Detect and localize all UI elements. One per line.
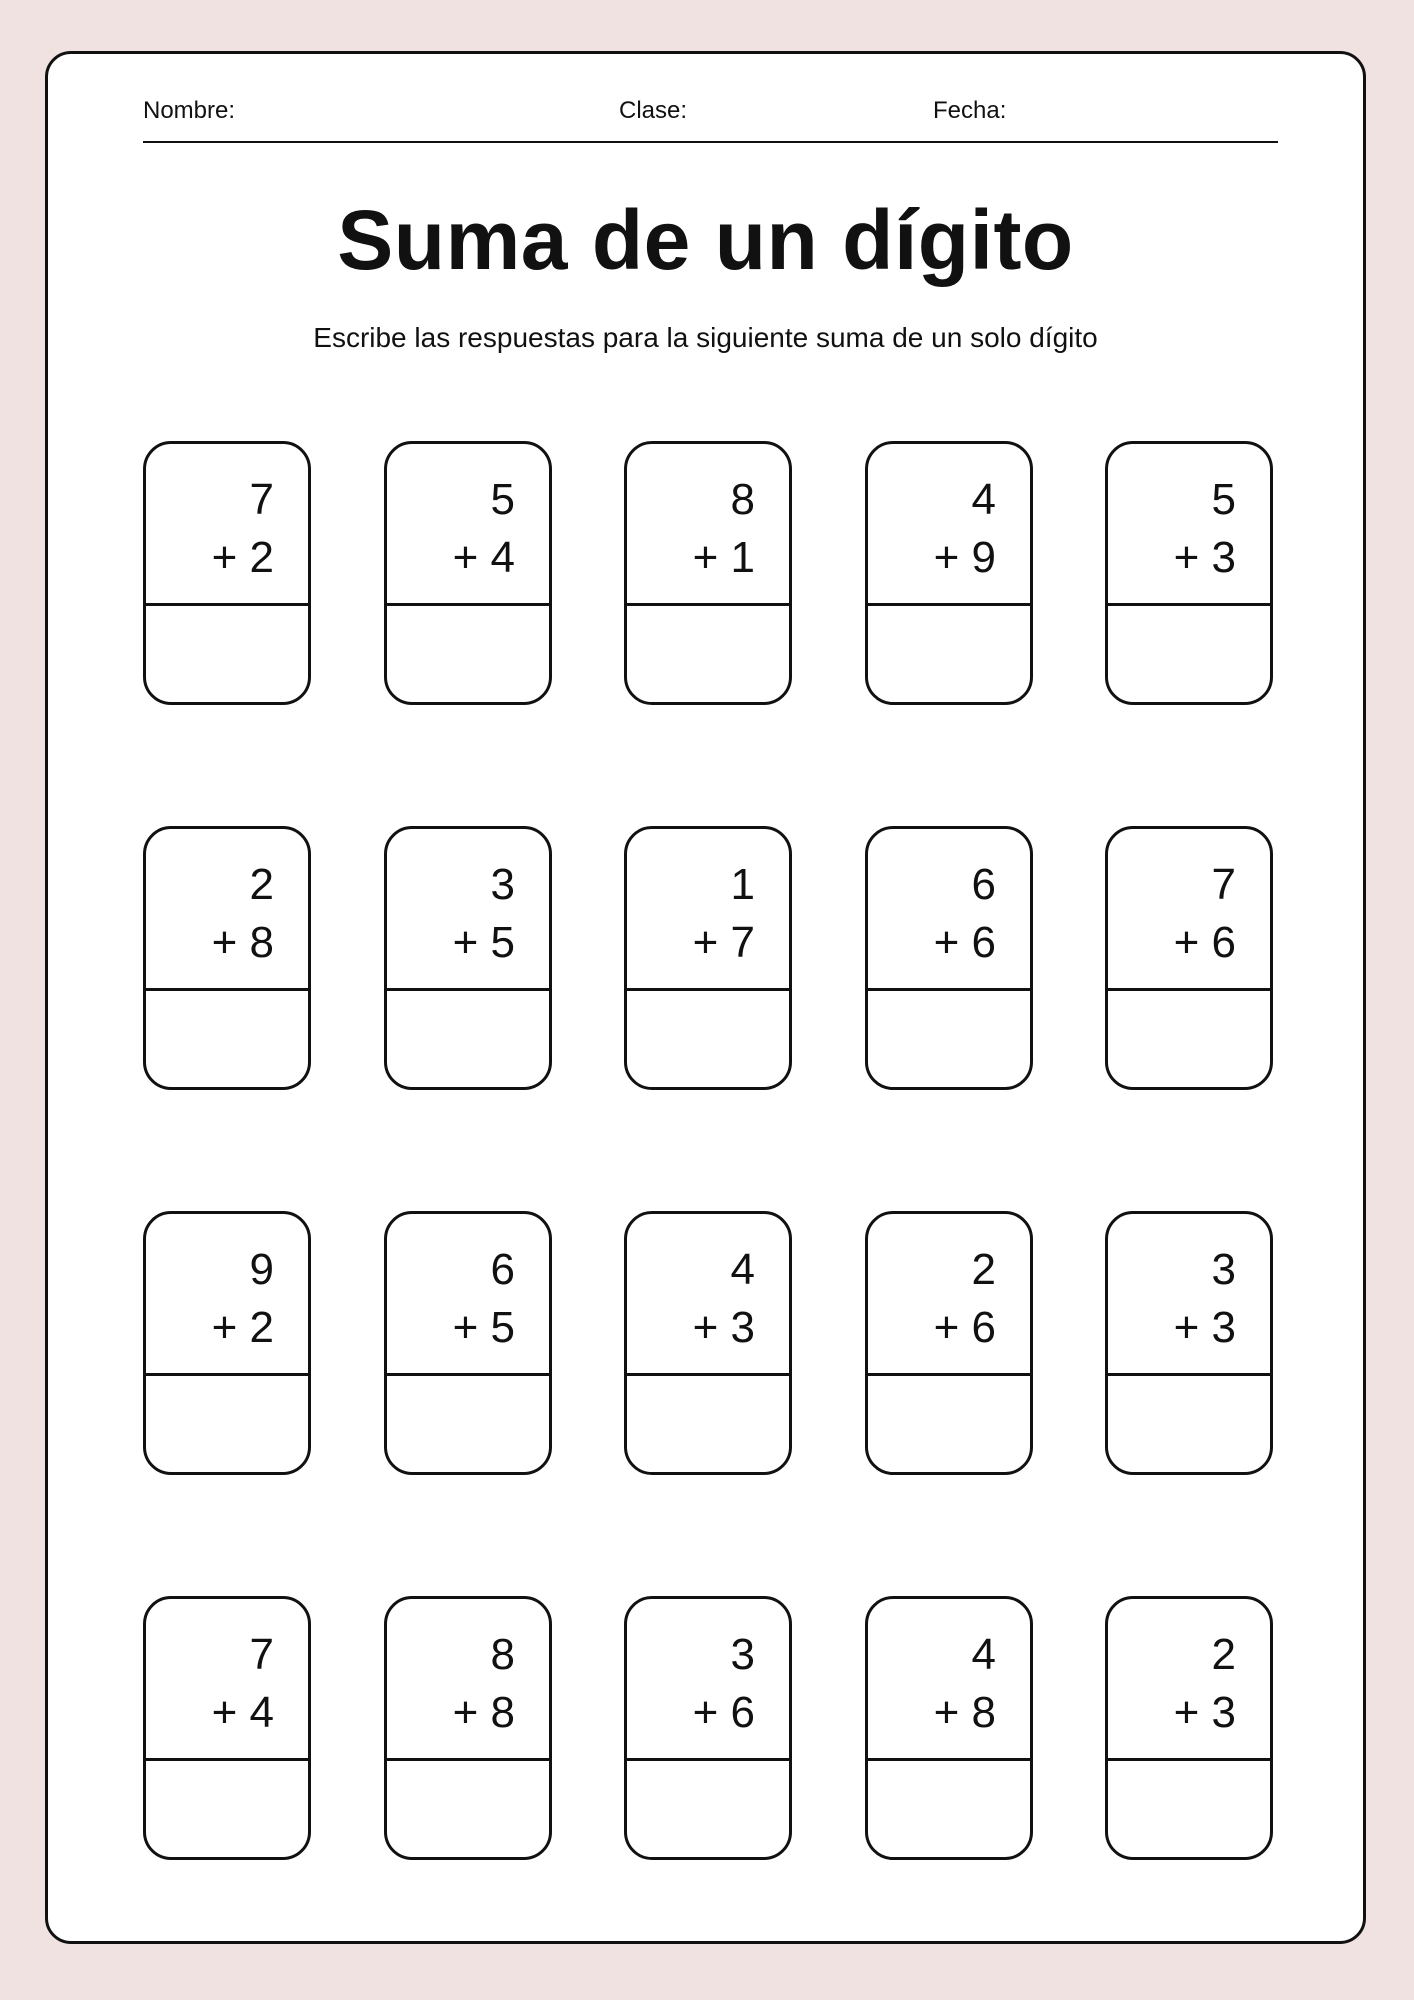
first-addend: 1 xyxy=(730,860,755,909)
answer-box[interactable] xyxy=(627,1761,789,1857)
second-addend: + 3 xyxy=(1173,1688,1236,1737)
second-addend: + 8 xyxy=(933,1688,996,1737)
second-addend: + 3 xyxy=(1173,533,1236,582)
problem-operands xyxy=(387,1214,549,1376)
problem-operands xyxy=(627,829,789,991)
answer-box[interactable] xyxy=(387,991,549,1087)
second-addend: + 4 xyxy=(211,1688,274,1737)
second-addend: + 1 xyxy=(692,533,755,582)
first-addend: 3 xyxy=(1211,1245,1236,1294)
answer-box[interactable] xyxy=(627,606,789,702)
problem-card xyxy=(865,826,1033,1090)
class-label: Clase: xyxy=(619,97,688,124)
problem-operands xyxy=(868,829,1030,991)
answer-box[interactable] xyxy=(1108,991,1270,1087)
problem-card xyxy=(1105,826,1273,1090)
second-addend: + 8 xyxy=(211,918,274,967)
first-addend: 6 xyxy=(490,1245,515,1294)
problem-operands xyxy=(1108,1599,1270,1761)
first-addend: 7 xyxy=(249,475,274,524)
first-addend: 4 xyxy=(971,475,996,524)
problem-operands xyxy=(1108,444,1270,606)
problem-card xyxy=(143,1211,311,1475)
header-fields xyxy=(143,97,1278,143)
second-addend: + 7 xyxy=(692,918,755,967)
problem-operands xyxy=(627,444,789,606)
problem-operands xyxy=(387,1599,549,1761)
answer-box[interactable] xyxy=(1108,1376,1270,1472)
answer-box[interactable] xyxy=(146,606,308,702)
problem-operands xyxy=(627,1599,789,1761)
page-title: Suma de un dígito xyxy=(337,193,1074,287)
second-addend: + 3 xyxy=(692,1303,755,1352)
problem-card xyxy=(384,1211,552,1475)
answer-box[interactable] xyxy=(1108,606,1270,702)
answer-box[interactable] xyxy=(1108,1761,1270,1857)
answer-box[interactable] xyxy=(868,991,1030,1087)
name-label: Nombre: xyxy=(143,97,236,124)
answer-box[interactable] xyxy=(387,1376,549,1472)
first-addend: 4 xyxy=(971,1630,996,1679)
problem-operands xyxy=(146,1214,308,1376)
first-addend: 5 xyxy=(490,475,515,524)
answer-box[interactable] xyxy=(627,991,789,1087)
problem-card xyxy=(624,826,792,1090)
problem-operands xyxy=(146,444,308,606)
problem-card xyxy=(624,1596,792,1860)
answer-box[interactable] xyxy=(868,606,1030,702)
problem-card xyxy=(384,1596,552,1860)
problem-operands xyxy=(146,1599,308,1761)
second-addend: + 6 xyxy=(933,1303,996,1352)
first-addend: 2 xyxy=(249,860,274,909)
problem-operands xyxy=(1108,1214,1270,1376)
problem-card xyxy=(1105,441,1273,705)
first-addend: 2 xyxy=(971,1245,996,1294)
second-addend: + 5 xyxy=(452,918,515,967)
worksheet-sheet xyxy=(45,51,1366,1944)
second-addend: + 3 xyxy=(1173,1303,1236,1352)
problem-operands xyxy=(387,444,549,606)
problem-operands xyxy=(868,1599,1030,1761)
first-addend: 3 xyxy=(730,1630,755,1679)
problem-card xyxy=(1105,1596,1273,1860)
first-addend: 8 xyxy=(490,1630,515,1679)
second-addend: + 6 xyxy=(692,1688,755,1737)
problem-operands xyxy=(868,444,1030,606)
first-addend: 2 xyxy=(1211,1630,1236,1679)
first-addend: 3 xyxy=(490,860,515,909)
answer-box[interactable] xyxy=(387,606,549,702)
second-addend: + 4 xyxy=(452,533,515,582)
problem-card xyxy=(143,441,311,705)
answer-box[interactable] xyxy=(387,1761,549,1857)
problem-card xyxy=(384,441,552,705)
second-addend: + 2 xyxy=(211,1303,274,1352)
first-addend: 4 xyxy=(730,1245,755,1294)
answer-box[interactable] xyxy=(627,1376,789,1472)
problem-card xyxy=(384,826,552,1090)
answer-box[interactable] xyxy=(146,1376,308,1472)
second-addend: + 8 xyxy=(452,1688,515,1737)
second-addend: + 6 xyxy=(1173,918,1236,967)
first-addend: 7 xyxy=(249,1630,274,1679)
first-addend: 8 xyxy=(730,475,755,524)
answer-box[interactable] xyxy=(868,1376,1030,1472)
problem-card xyxy=(865,441,1033,705)
second-addend: + 6 xyxy=(933,918,996,967)
problem-card xyxy=(1105,1211,1273,1475)
answer-box[interactable] xyxy=(146,1761,308,1857)
problem-operands xyxy=(1108,829,1270,991)
problem-operands xyxy=(627,1214,789,1376)
problem-card xyxy=(143,826,311,1090)
problem-card xyxy=(865,1211,1033,1475)
problem-card xyxy=(865,1596,1033,1860)
problem-operands xyxy=(146,829,308,991)
problem-operands xyxy=(868,1214,1030,1376)
second-addend: + 2 xyxy=(211,533,274,582)
date-label: Fecha: xyxy=(933,97,1007,124)
first-addend: 7 xyxy=(1211,860,1236,909)
first-addend: 5 xyxy=(1211,475,1236,524)
problem-card xyxy=(624,1211,792,1475)
problem-card xyxy=(143,1596,311,1860)
answer-box[interactable] xyxy=(868,1761,1030,1857)
problem-operands xyxy=(387,829,549,991)
second-addend: + 5 xyxy=(452,1303,515,1352)
first-addend: 6 xyxy=(971,860,996,909)
answer-box[interactable] xyxy=(146,991,308,1087)
problem-card xyxy=(624,441,792,705)
second-addend: + 9 xyxy=(933,533,996,582)
first-addend: 9 xyxy=(249,1245,274,1294)
page-subtitle: Escribe las respuestas para la siguiente suma de un solo dígito xyxy=(313,322,1098,353)
